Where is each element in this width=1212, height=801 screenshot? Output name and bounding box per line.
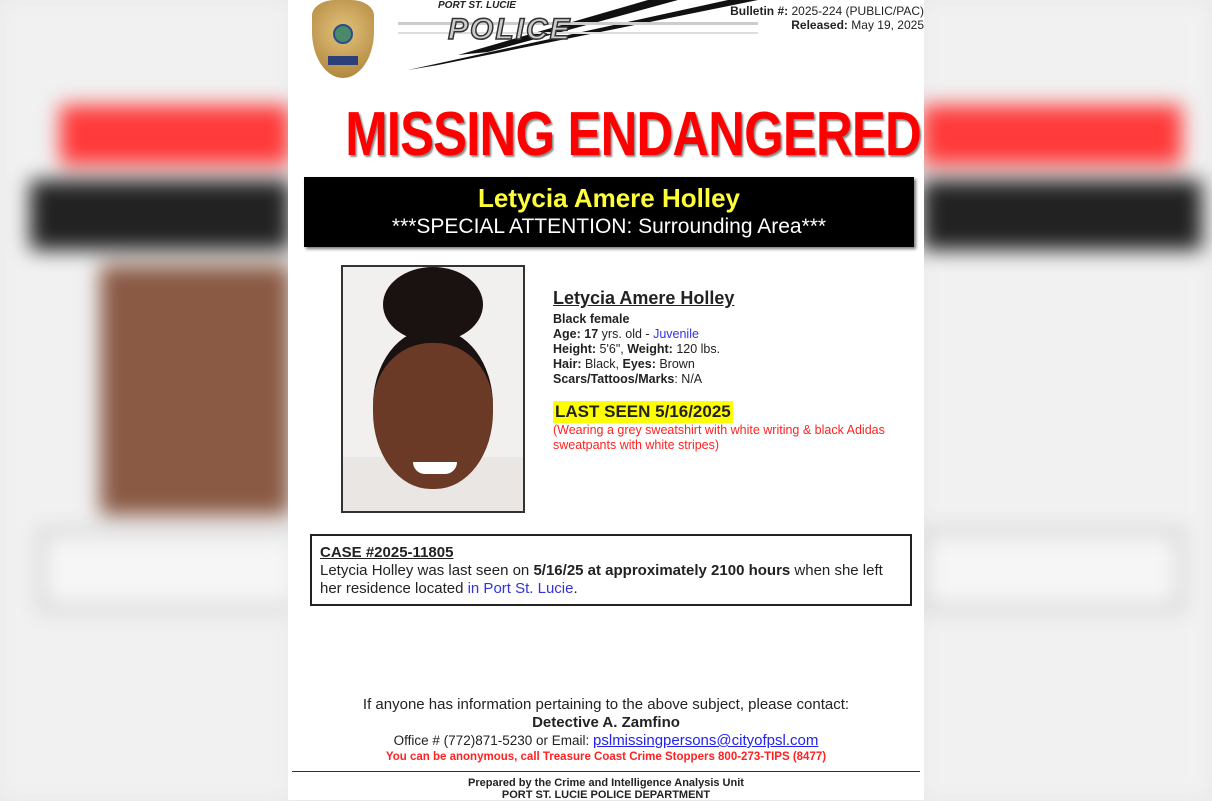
subject-details: Letycia Amere Holley Black female Age: 17 yrs. old - Juvenile Height: 5'6", Weight: 120 lbs. Hair: Black, Eyes: Brown Scars/Tattoos/Marks: N/A LAST SEEN 5/16/2025 (Wearing a grey sweatshirt with white writing & black Adidas sweatpants with white stripes) bbox=[553, 288, 913, 453]
bulletin-page bbox=[288, 0, 924, 800]
detective-name: Detective A. Zamfino bbox=[532, 714, 680, 731]
special-attention: ***SPECIAL ATTENTION: Surrounding Area*** bbox=[391, 215, 827, 238]
case-number: CASE #2025-11805 bbox=[320, 544, 454, 561]
police-logo-text: POLICE bbox=[448, 13, 572, 46]
name-banner bbox=[304, 177, 914, 247]
blurred-background-right bbox=[922, 0, 1212, 800]
alert-title: MISSING ENDANGERED bbox=[345, 100, 921, 169]
divider bbox=[292, 771, 920, 772]
contact-section: If anyone has information pertaining to the above subject, please contact: Detective A. Zamfino Office # (772)871-5230 or Email: pslmissingpersons@cityofpsl.com You can be anonymous, call Treasure Coast Crime Stoppers 800-273-TIPS (8477) bbox=[288, 696, 924, 764]
clothing-description: (Wearing a grey sweatshirt with white writing & black Adidas sweatpants with white stripes) bbox=[553, 423, 885, 452]
footer: Prepared by the Crime and Intelligence Analysis Unit PORT ST. LUCIE POLICE DEPARTMENT bbox=[468, 777, 744, 801]
police-badge-logo bbox=[312, 0, 374, 78]
banner-name: Letycia Amere Holley bbox=[477, 183, 741, 213]
subject-photo bbox=[341, 265, 525, 513]
bulletin-info: Bulletin #: 2025-224 (PUBLIC/PAC) Released: May 19, 2025 bbox=[730, 4, 924, 32]
blurred-background-left bbox=[0, 0, 290, 800]
last-seen-date: LAST SEEN 5/16/2025 bbox=[555, 402, 731, 421]
email-link[interactable]: pslmissingpersons@cityofpsl.com bbox=[593, 732, 819, 749]
case-box bbox=[310, 534, 912, 606]
agency-name: PORT ST. LUCIE bbox=[438, 0, 516, 11]
crime-stoppers-line: You can be anonymous, call Treasure Coast Crime Stoppers 800-273-TIPS (8477) bbox=[385, 751, 827, 763]
release-date: May 19, 2025 bbox=[851, 18, 924, 32]
case-narrative: Letycia Holley was last seen on 5/16/25 at approximately 2100 hours when she left her residence located in Port St. Lucie. bbox=[320, 562, 883, 597]
bulletin-number: 2025-224 (PUBLIC/PAC) bbox=[791, 4, 924, 18]
